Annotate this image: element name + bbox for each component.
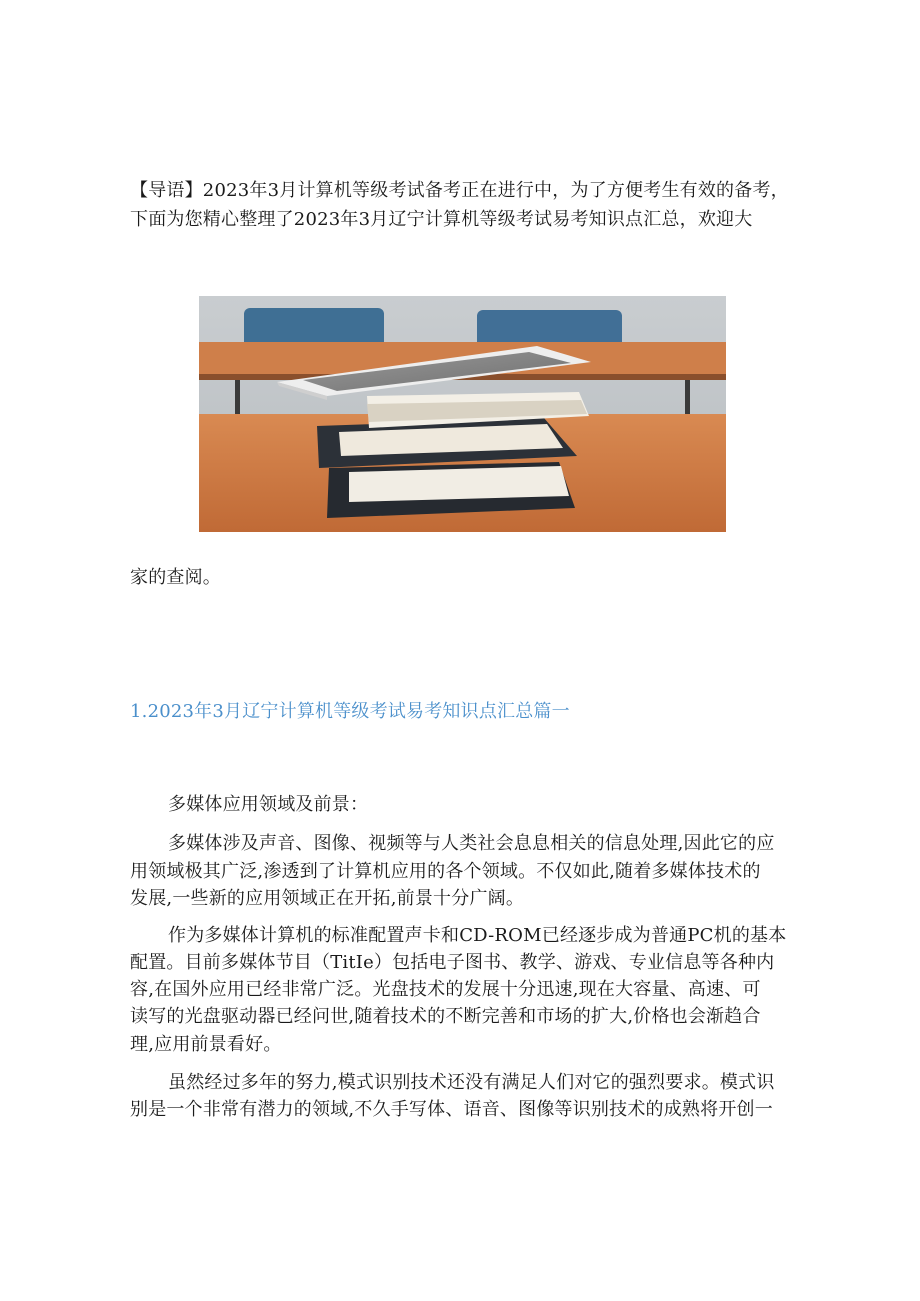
para2-line-4: 读写的光盘驱动器已经问世,随着技术的不断完善和市场的扩大,价格也会渐趋合 (130, 1006, 761, 1027)
books-tablet-photo (199, 296, 726, 532)
intro-line-2: 下面为您精心整理了2023年3月辽宁计算机等级考试易考知识点汇总，欢迎大 (130, 209, 753, 230)
para2-line-5: 理,应用前景看好。 (130, 1034, 282, 1055)
para1-line-2: 用领域极其广泛,渗透到了计算机应用的各个领域。不仅如此,随着多媒体技术的 (130, 861, 761, 882)
para1-line-1: 多媒体涉及声音、图像、视频等与人类社会息息相关的信息处理,因此它的应 (168, 833, 775, 854)
para1-line-3: 发展,一些新的应用领域正在开拓,前景十分广阔。 (130, 888, 525, 909)
photo-illustration (199, 296, 726, 532)
para2-line-2: 配置。目前多媒体节目（TitIe）包括电子图书、教学、游戏、专业信息等各种内 (130, 952, 775, 973)
para2-line-1: 作为多媒体计算机的标准配置声卡和CD-ROM已经逐步成为普通PC机的基本 (168, 925, 787, 946)
para3-line-2: 别是一个非常有潜力的领域,不久手写体、语音、图像等识别技术的成熟将开创一 (130, 1099, 773, 1120)
para2-line-3: 容,在国外应用已经非常广泛。光盘技术的发展十分迅速,现在大容量、高速、可 (130, 979, 761, 1000)
intro-line-1: 【导语】2023年3月计算机等级考试备考正在进行中，为了方便考生有效的备考， (130, 180, 789, 201)
subheading: 多媒体应用领域及前景： (168, 794, 369, 815)
para3-line-1: 虽然经过多年的努力,模式识别技术还没有满足人们对它的强烈要求。模式识 (168, 1072, 775, 1093)
intro-line-3: 家的查阅。 (130, 567, 221, 588)
section-title[interactable]: 1.2023年3月辽宁计算机等级考试易考知识点汇总篇一 (130, 701, 570, 722)
